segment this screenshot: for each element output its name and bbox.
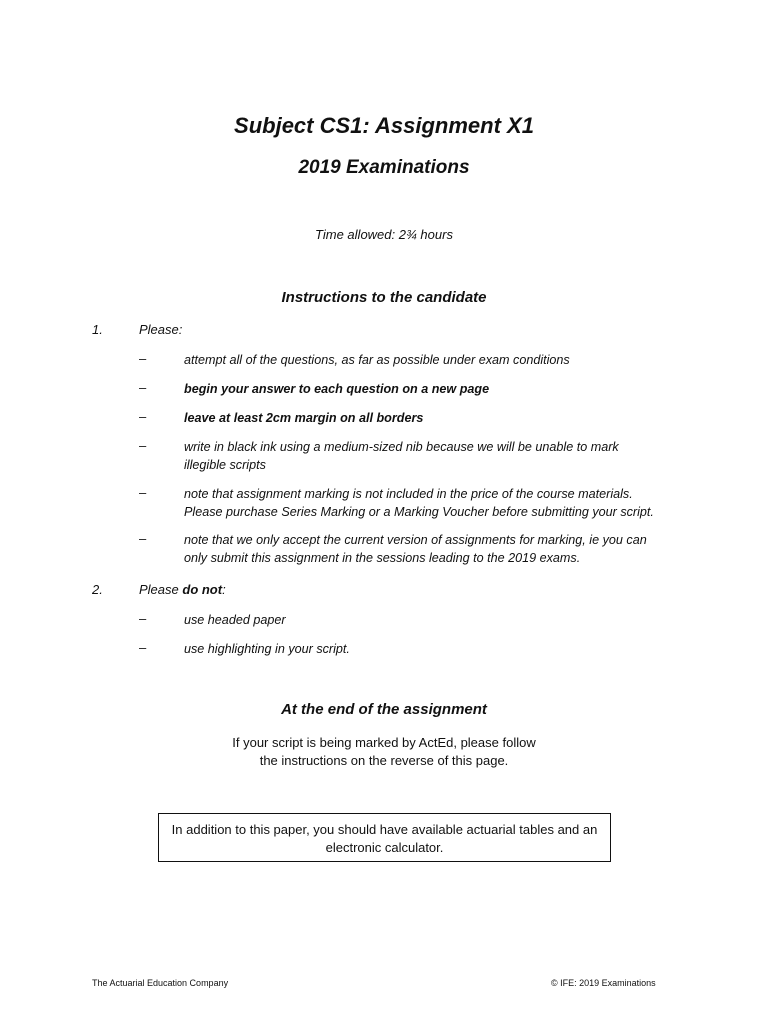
intro-emphasis: do not: [182, 582, 223, 597]
intro-suffix: :: [222, 582, 226, 597]
intro-prefix: Please: [139, 582, 183, 597]
bullet-line: note that assignment marking is not included in the price of the course materials.: [184, 487, 633, 501]
bullet-text: attempt all of the questions, as far as possible under exam conditions: [184, 353, 570, 367]
bullet-text: begin your answer to each question on a new page: [184, 382, 490, 396]
bullet-dash: –: [139, 438, 147, 453]
list-intro-2: [139, 582, 226, 597]
notice-line: In addition to this paper, you should have available actuarial tables and an: [171, 822, 598, 837]
bullet-line: only submit this assignment in the sessions leading to the 2019 exams.: [184, 551, 581, 565]
instructions-heading: Instructions to the candidate: [281, 289, 487, 306]
bullet-line: write in black ink using a medium-sized nib because we will be unable to mark: [184, 440, 619, 454]
bullet-text: use headed paper: [184, 613, 286, 627]
bullet-text: use highlighting in your script.: [184, 642, 350, 656]
bullet-dash: –: [139, 409, 147, 424]
list-intro-1: Please:: [139, 322, 183, 337]
bullet-line: note that we only accept the current version of assignments for marking, ie you can: [184, 533, 647, 547]
notice-line: electronic calculator.: [325, 840, 444, 855]
end-section-text: [0, 734, 768, 770]
notice-box: [158, 813, 611, 862]
bullet-dash: –: [139, 640, 147, 655]
bullet-text: leave at least 2cm margin on all borders: [184, 411, 424, 425]
footer-company: The Actuarial Education Company: [92, 978, 229, 988]
bullet-line: illegible scripts: [184, 458, 266, 472]
bullet-dash: –: [139, 351, 147, 366]
end-section-heading: At the end of the assignment: [281, 701, 487, 718]
bullet-text: [184, 438, 684, 474]
bullet-dash: –: [139, 485, 147, 500]
list-number-1: 1.: [92, 322, 103, 337]
bullet-dash: –: [139, 380, 147, 395]
bullet-dash: –: [139, 611, 147, 626]
list-number-2: 2.: [92, 582, 103, 597]
bullet-dash: –: [139, 531, 147, 546]
bullet-line: Please purchase Series Marking or a Marking Voucher before submitting your script.: [184, 505, 654, 519]
end-section-line: If your script is being marked by ActEd, please follow: [232, 735, 536, 750]
document-title: Subject CS1: Assignment X1: [234, 113, 534, 138]
document-subtitle: 2019 Examinations: [298, 157, 470, 178]
bullet-text: [184, 531, 684, 567]
time-allowed: Time allowed: 2¾ hours: [315, 227, 453, 242]
end-section-line: the instructions on the reverse of this page.: [259, 753, 509, 768]
bullet-text: [184, 485, 684, 521]
footer-copyright: © IFE: 2019 Examinations: [551, 978, 656, 988]
